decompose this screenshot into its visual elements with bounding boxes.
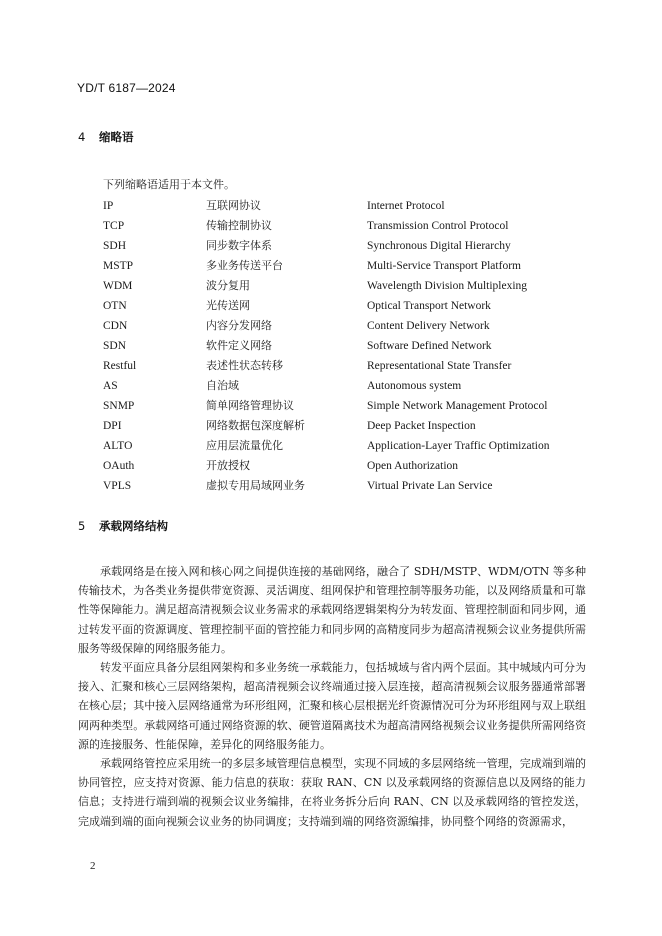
abbreviation-term: OAuth xyxy=(103,460,135,472)
abbreviation-chinese: 互联网协议 xyxy=(206,199,261,212)
abbreviation-row xyxy=(103,296,549,316)
abbreviation-row xyxy=(103,216,549,236)
abbreviation-row xyxy=(103,276,549,296)
abbreviation-english: Wavelength Division Multiplexing xyxy=(367,280,528,292)
abbreviation-row xyxy=(103,256,549,276)
abbreviation-row xyxy=(103,476,549,496)
abbreviation-term: Restful xyxy=(103,360,137,372)
abbreviation-term: TCP xyxy=(103,220,125,232)
abbreviation-english: Transmission Control Protocol xyxy=(367,220,509,232)
abbreviation-chinese: 同步数字体系 xyxy=(206,239,272,252)
abbreviation-chinese: 简单网络管理协议 xyxy=(206,399,294,412)
section-4-intro: 下列缩略语适用于本文件。 xyxy=(103,178,235,191)
abbreviation-term: WDM xyxy=(103,280,133,292)
abbreviation-term: VPLS xyxy=(103,480,132,492)
abbreviation-term: ALTO xyxy=(103,440,133,452)
abbreviation-row xyxy=(103,416,549,436)
paragraph: 转发平面应具备分层组网架构和多业务统一承载能力，包括城域与省内两个层面。其中城域内可分为接入、汇聚和核心三层网络架构，超高清视频会议终端通过接入层连接，超高清视频会议服务器通常部署在核心层；其中接入层网络通常为环形组网，汇聚和核心层根据光纤资源情况可分为环形组网与双上联组网两种类型。承载网络可通过网络资源的软、硬管道隔离技术为超高清网络视频会议业务提供所需网络资源的连接服务、性能保障，差异化的网络服务能力。 xyxy=(78,661,586,751)
abbreviation-chinese: 多业务传送平台 xyxy=(206,259,283,272)
paragraph: 承载网络管控应采用统一的多层多域管理信息模型，实现不同域的多层网络统一管理，完成端到端的协同管控，应支持对资源、能力信息的获取：获取 RAN、CN 以及承载网络的资源信息以及网络的能力信息；支持进行端到端的视频会议业务编排，在将业务拆分后向 RAN、CN 以及承载网络的管控发送，完成端到端的面向视频会议业务的协同调度；支持端到端的网络资源编排，协同整个网络的资源需求， xyxy=(78,757,586,828)
abbreviation-english: Representational State Transfer xyxy=(367,360,512,372)
document-number: YD/T 6187—2024 xyxy=(77,81,176,95)
abbreviation-term: SNMP xyxy=(103,400,135,412)
page-number: 2 xyxy=(90,860,96,872)
abbreviation-english: Software Defined Network xyxy=(367,340,492,352)
abbreviation-english: Simple Network Management Protocol xyxy=(367,400,548,412)
abbreviation-english: Content Delivery Network xyxy=(367,320,490,332)
abbreviation-english: Application-Layer Traffic Optimization xyxy=(367,440,550,452)
abbreviation-english: Open Authorization xyxy=(367,460,459,472)
abbreviation-chinese: 内容分发网络 xyxy=(206,319,272,332)
abbreviation-chinese: 软件定义网络 xyxy=(206,339,272,352)
abbreviation-chinese: 波分复用 xyxy=(206,279,250,292)
abbreviation-english: Deep Packet Inspection xyxy=(367,420,476,432)
abbreviation-term: DPI xyxy=(103,420,122,432)
section-5-heading xyxy=(78,518,168,534)
abbreviation-term: OTN xyxy=(103,300,127,312)
abbreviation-chinese: 虚拟专用局域网业务 xyxy=(206,479,305,492)
abbreviation-term: SDH xyxy=(103,240,127,252)
section-5-number: 5 xyxy=(78,519,86,533)
abbreviation-row xyxy=(103,336,549,356)
abbreviation-chinese: 光传送网 xyxy=(206,299,250,312)
abbreviation-chinese: 表述性状态转移 xyxy=(206,359,283,372)
section-4-title: 缩略语 xyxy=(99,130,134,144)
abbreviation-row xyxy=(103,316,549,336)
abbreviation-term: SDN xyxy=(103,340,127,352)
abbreviation-row xyxy=(103,196,549,216)
section-5-body xyxy=(78,562,586,831)
abbreviation-english: Autonomous system xyxy=(367,380,462,392)
abbreviation-chinese: 自治域 xyxy=(206,379,239,392)
abbreviation-row xyxy=(103,456,549,476)
abbreviation-english: Internet Protocol xyxy=(367,200,445,212)
abbreviation-english: Synchronous Digital Hierarchy xyxy=(367,240,511,252)
abbreviation-row xyxy=(103,376,549,396)
section-4-number: 4 xyxy=(78,130,86,144)
section-5-title: 承载网络结构 xyxy=(99,519,168,533)
abbreviation-english: Virtual Private Lan Service xyxy=(367,480,493,492)
abbreviation-term: MSTP xyxy=(103,260,134,272)
abbreviation-row xyxy=(103,436,549,456)
paragraph: 承载网络是在接入网和核心网之间提供连接的基础网络，融合了 SDH/MSTP、WDM/OTN 等多种传输技术，为各类业务提供带宽资源、灵活调度、组网保护和管理控制等服务功能，以及网络质量和可靠性等保障能力。满足超高清视频会议业务需求的承载网络逻辑架构分为转发面、管理控制面和同步网，通过转发平面的资源调度、管理控制平面的管控能力和同步网的高精度同步为超高清视频会议业务提供所需服务等级保障的网络服务能力。 xyxy=(78,565,586,655)
abbreviation-row xyxy=(103,396,549,416)
abbreviation-term: IP xyxy=(103,200,114,212)
abbreviation-chinese: 网络数据包深度解析 xyxy=(206,419,305,432)
abbreviation-row xyxy=(103,236,549,256)
abbreviation-chinese: 传输控制协议 xyxy=(206,219,272,232)
abbreviation-term: AS xyxy=(103,380,118,392)
abbreviation-english: Multi-Service Transport Platform xyxy=(367,260,521,272)
abbreviations-table xyxy=(103,196,549,496)
abbreviation-english: Optical Transport Network xyxy=(367,300,491,312)
abbreviation-chinese: 应用层流量优化 xyxy=(206,439,283,452)
abbreviation-chinese: 开放授权 xyxy=(206,459,250,472)
abbreviation-term: CDN xyxy=(103,320,128,332)
abbreviation-row xyxy=(103,356,549,376)
section-4-heading xyxy=(78,129,134,145)
